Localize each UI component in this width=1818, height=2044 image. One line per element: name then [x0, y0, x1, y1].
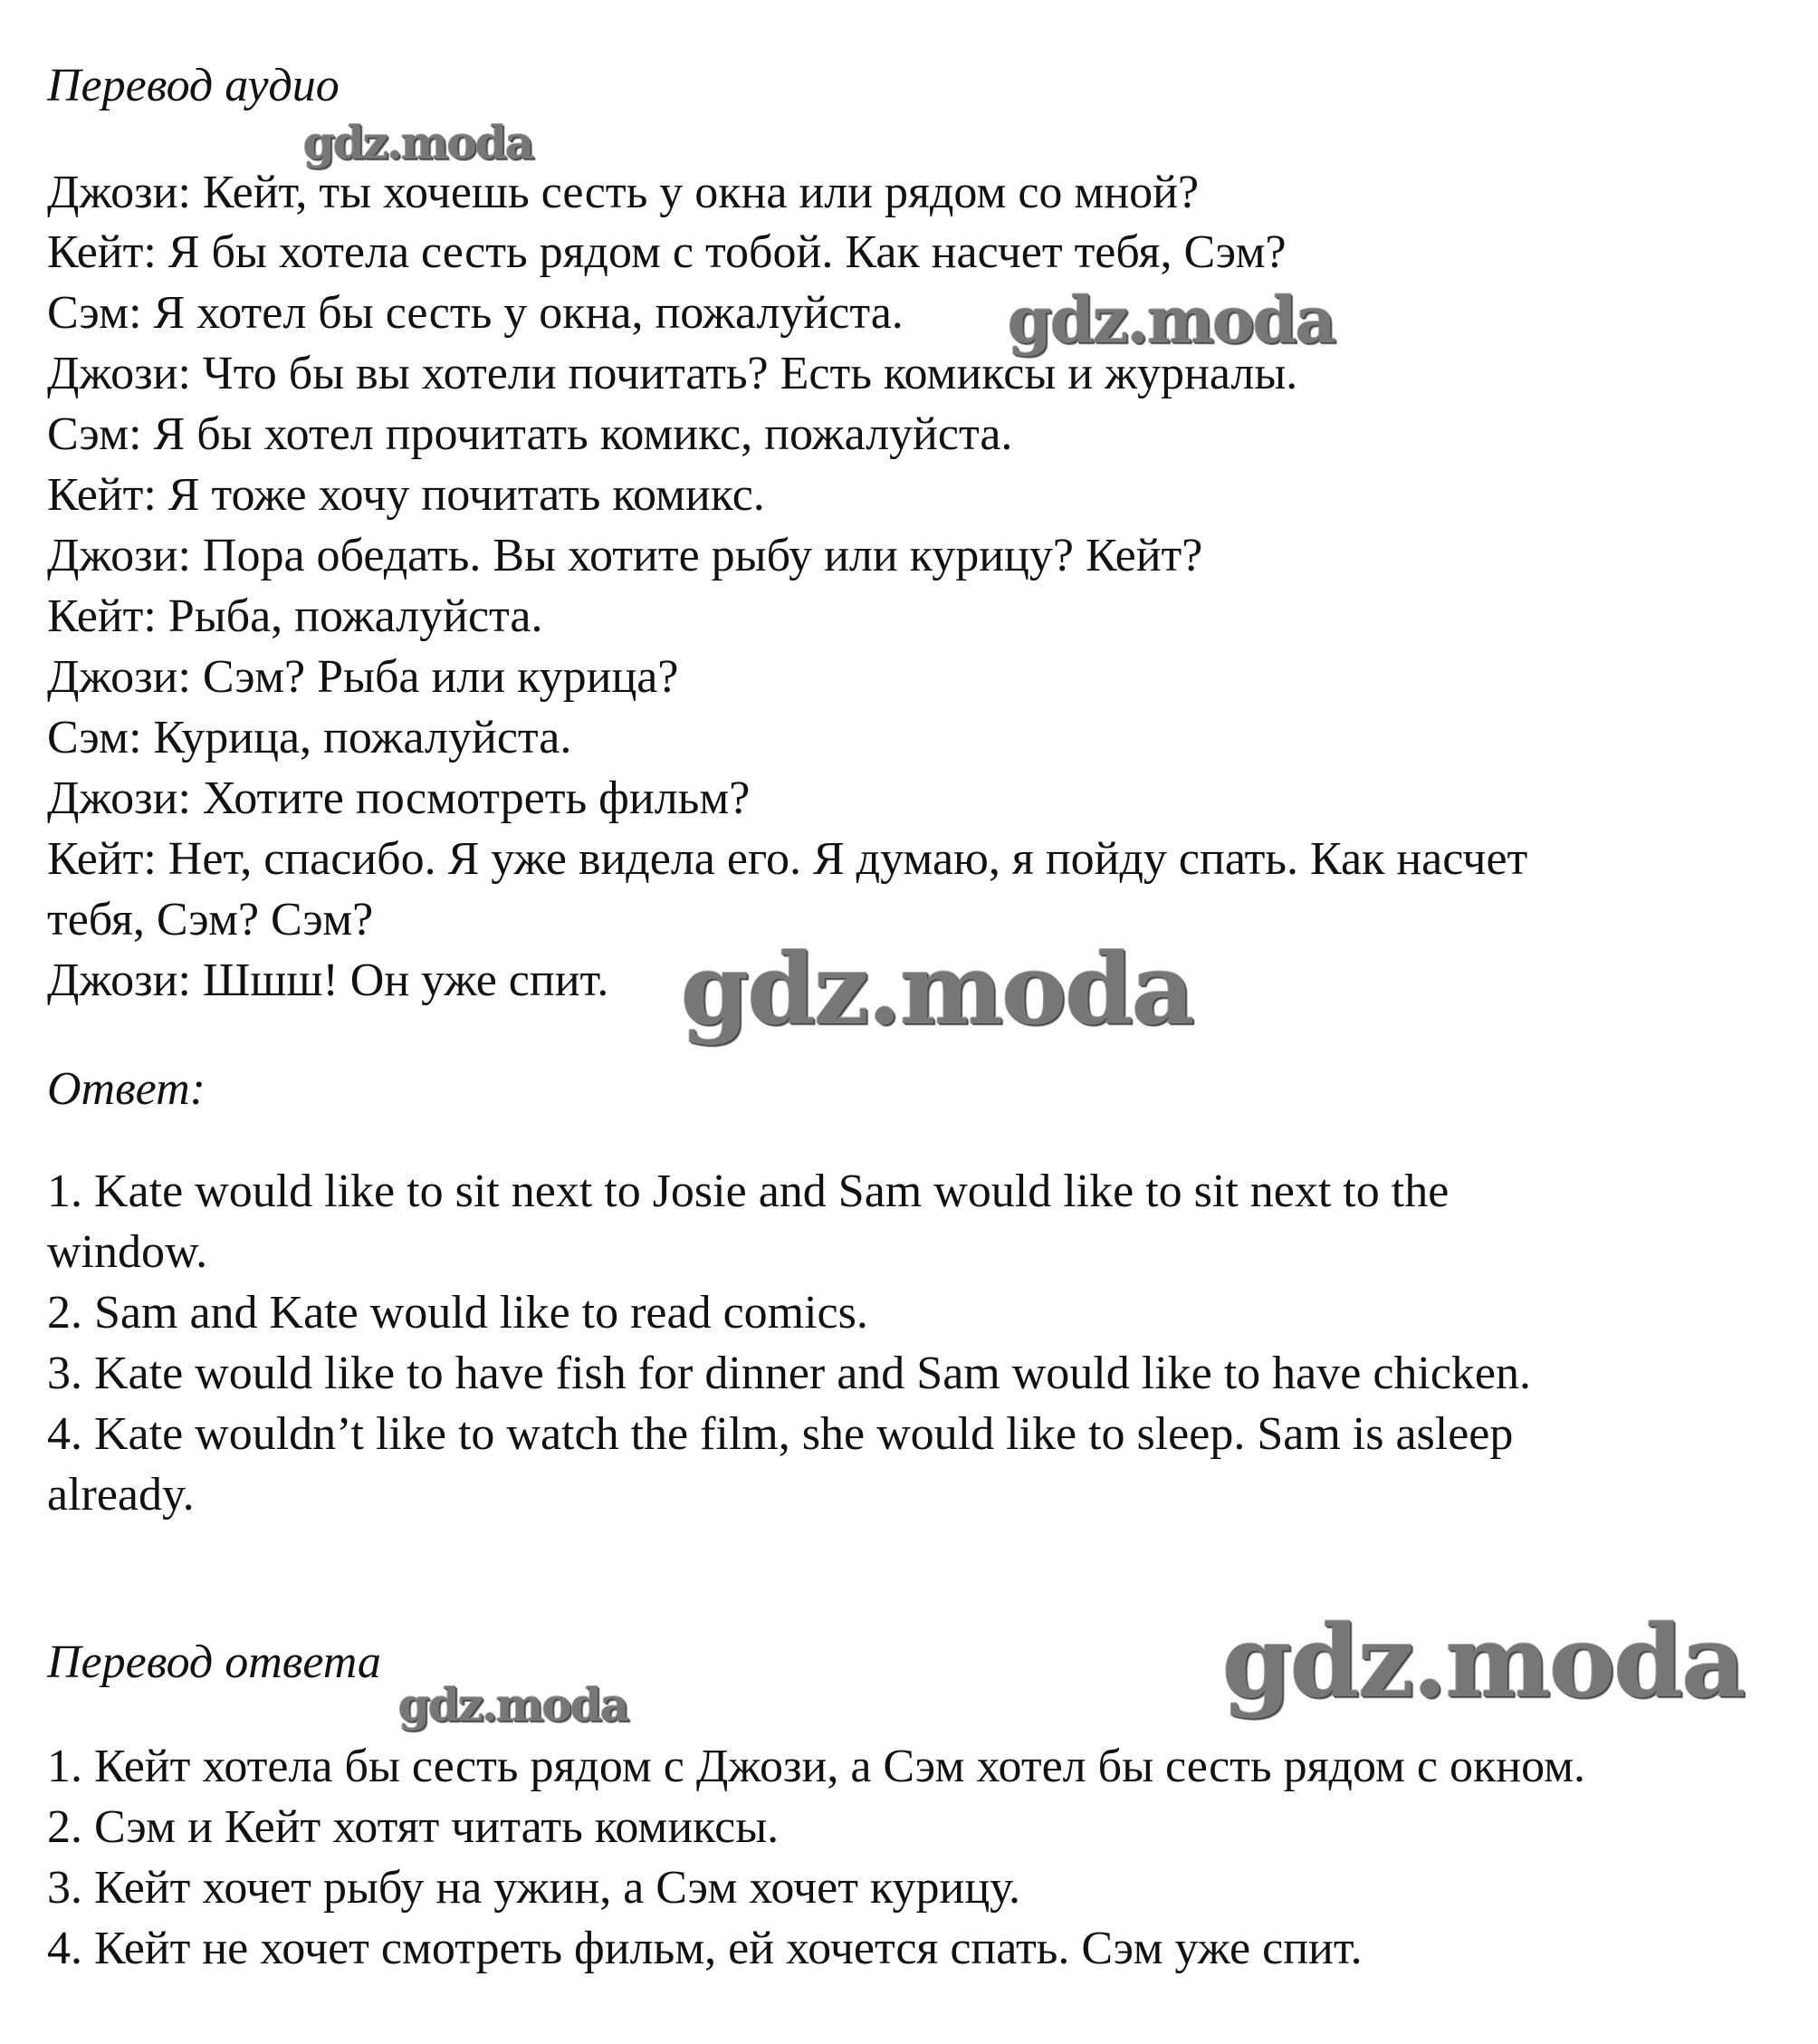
- audio-heading: Перевод аудио: [47, 60, 340, 111]
- answer-line: 2. Sam and Kate would like to read comics.: [47, 1287, 868, 1339]
- dialogue-line: Кейт: Нет, спасибо. Я уже видела его. Я думаю, я пойду спать. Как насчет: [47, 833, 1528, 885]
- dialogue-line: Сэм: Курица, пожалуйста.: [47, 712, 572, 763]
- dialogue-line: Сэм: Я хотел бы сесть у окна, пожалуйста.: [47, 287, 904, 339]
- dialogue-line: Джози: Шшш! Он уже спит.: [47, 955, 609, 1006]
- dialogue-line: Джози: Хотите посмотреть фильм?: [47, 772, 751, 824]
- watermark: gdz.moda: [398, 1678, 628, 1732]
- translation-line: 3. Кейт хочет рыбу на ужин, а Сэм хочет курицу.: [47, 1862, 1020, 1914]
- watermark: gdz.moda: [1008, 283, 1335, 358]
- watermark: gdz.moda: [681, 933, 1193, 1047]
- dialogue-line: Джози: Сэм? Рыба или курица?: [47, 651, 679, 703]
- translation-line: 4. Кейт не хочет смотреть фильм, ей хочется спать. Сэм уже спит.: [47, 1923, 1363, 1974]
- dialogue-line: Кейт: Я тоже хочу почитать комикс.: [47, 469, 765, 521]
- translation-line: 1. Кейт хотела бы сесть рядом с Джози, а Сэм хотел бы сесть рядом с окном.: [47, 1741, 1585, 1792]
- watermark: gdz.moda: [303, 116, 533, 169]
- answer-heading: Ответ:: [47, 1063, 206, 1115]
- answer-line: 4. Kate wouldn’t like to watch the film, she would like to sleep. Sam is asleep: [47, 1408, 1514, 1460]
- answer-line: already.: [47, 1469, 195, 1521]
- dialogue-line: тебя, Сэм? Сэм?: [47, 894, 374, 945]
- answer-line: 3. Kate would like to have fish for dinner and Sam would like to have chicken.: [47, 1348, 1532, 1399]
- answer-line: 1. Kate would like to sit next to Josie and Sam would like to sit next to the: [47, 1166, 1450, 1217]
- translation-line: 2. Сэм и Кейт хотят читать комиксы.: [47, 1801, 780, 1853]
- dialogue-line: Сэм: Я бы хотел прочитать комикс, пожалуйста.: [47, 408, 1013, 460]
- answer-line: window.: [47, 1226, 208, 1278]
- dialogue-line: Кейт: Рыба, пожалуйста.: [47, 590, 543, 642]
- watermark: gdz.moda: [1222, 1603, 1745, 1720]
- dialogue-line: Кейт: Я бы хотела сесть рядом с тобой. Как насчет тебя, Сэм?: [47, 226, 1287, 278]
- translation-heading: Перевод ответа: [47, 1636, 381, 1688]
- dialogue-line: Джози: Кейт, ты хочешь сесть у окна или рядом со мной?: [47, 167, 1200, 218]
- dialogue-line: Джози: Пора обедать. Вы хотите рыбу или курицу? Кейт?: [47, 530, 1203, 581]
- dialogue-line: Джози: Что бы вы хотели почитать? Есть комиксы и журналы.: [47, 348, 1298, 399]
